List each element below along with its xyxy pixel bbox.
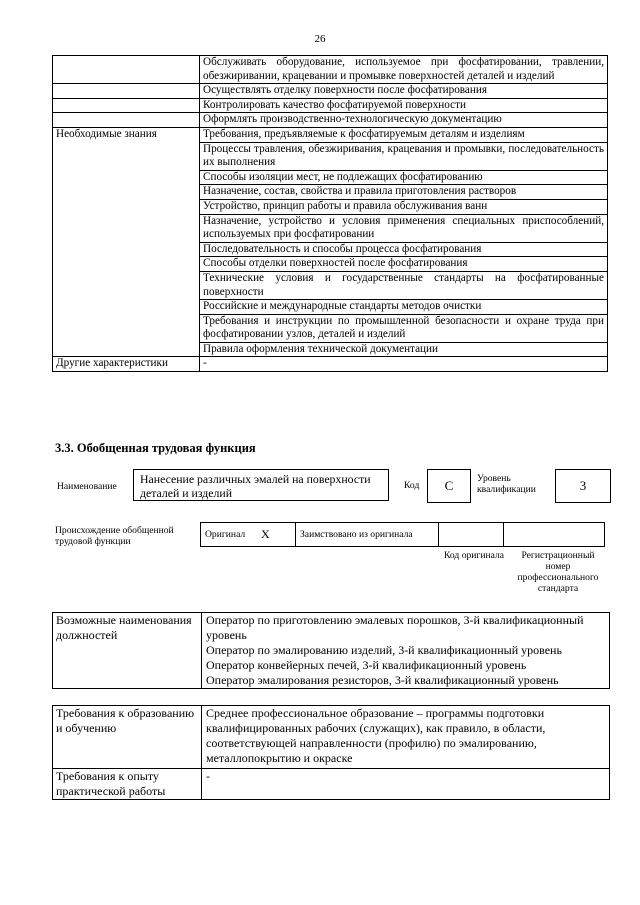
education-label: Требования к образованию и обучению: [53, 706, 202, 769]
original-label: Оригинал: [201, 523, 258, 547]
code-value: C: [427, 469, 471, 503]
table-row: [53, 613, 610, 689]
reg-number-cell: [504, 523, 605, 547]
skill-item: Контролировать качество фосфатируемой поверхности: [200, 98, 608, 113]
position-item: Оператор по приготовлению эмалевых порошков, 3-й квалификационный уровень: [206, 613, 584, 642]
page-number: 26: [314, 33, 326, 45]
skill-item: Осуществлять отделку поверхности после фосфатирования: [200, 84, 608, 99]
table-row: [201, 523, 605, 547]
skill-item: Оформлять производственно-технологическую документацию: [200, 113, 608, 128]
knowledge-item: Способы отделки поверхностей после фосфатирования: [200, 257, 608, 272]
code-original-label: Код оригинала: [443, 550, 505, 561]
table-row: [53, 769, 610, 800]
skills-knowledge-table: [52, 55, 608, 372]
knowledge-item: Процессы травления, обезжиривания, крацевания и промывки, последовательность их выполнения: [200, 142, 608, 170]
level-label: Уровень квалификации: [477, 473, 536, 495]
origin-label: Происхождение обобщенной трудовой функции: [55, 525, 174, 547]
borrowed-label: Заимствовано из оригинала: [296, 523, 439, 547]
code-label: Код: [404, 480, 420, 491]
knowledge-item: Способы изоляции мест, не подлежащих фосфатированию: [200, 170, 608, 185]
table-row: [53, 706, 610, 769]
positions-label: Возможные наименования должностей: [53, 613, 202, 689]
knowledge-item: Назначение, состав, свойства и правила приготовления растворов: [200, 185, 608, 200]
origin-table: [200, 522, 605, 547]
position-item: Оператор конвейерных печей, 3-й квалификационный уровень: [206, 658, 527, 672]
code-original-cell: [439, 523, 504, 547]
knowledge-item: Последовательность и способы процесса фосфатирования: [200, 242, 608, 257]
skill-item: Обслуживать оборудование, используемое при фосфатировании, травлении, обезжиривании, крацевании и промывке поверхностей деталей и изделий: [200, 56, 608, 84]
name-value: Нанесение различных эмалей на поверхности деталей и изделий: [133, 469, 389, 501]
knowledge-item: Российские и международные стандарты методов очистки: [200, 300, 608, 315]
table-row: [53, 127, 608, 142]
experience-label: Требования к опыту практической работы: [53, 769, 202, 800]
position-item: Оператор эмалирования резисторов, 3-й квалификационный уровень: [206, 673, 559, 687]
table-row: [53, 113, 608, 128]
empty-cell: [53, 98, 200, 113]
knowledge-item: Назначение, устройство и условия применения специальных приспособлений, используемых при фосфатировании: [200, 214, 608, 242]
requirements-table: [52, 705, 610, 800]
knowledge-item: Технические условия и государственные стандарты на фосфатированные поверхности: [200, 271, 608, 299]
empty-cell: [53, 56, 200, 84]
education-value: Среднее профессиональное образование – программы подготовки квалифицированных рабочих (служащих), как правило, в области, соответствующей направленности (профилю) по эмалированию, металлопокрытию и окраске: [202, 706, 610, 769]
name-label: Наименование: [57, 481, 117, 492]
position-item: Оператор по эмалированию изделий, 3-й квалификационный уровень: [206, 643, 562, 657]
knowledge-label: Необходимые знания: [53, 127, 200, 357]
empty-cell: [53, 113, 200, 128]
knowledge-item: Правила оформления технической документации: [200, 342, 608, 357]
original-mark: X: [257, 523, 296, 547]
table-row: [53, 357, 608, 372]
level-value: 3: [555, 469, 611, 503]
other-characteristics-value: -: [200, 357, 608, 372]
knowledge-item: Устройство, принцип работы и правила обслуживания ванн: [200, 199, 608, 214]
table-row: [53, 56, 608, 84]
knowledge-item: Требования и инструкции по промышленной безопасности и охране труда при фосфатировании узлов, деталей и изделий: [200, 314, 608, 342]
table-row: [53, 84, 608, 99]
table-row: [53, 98, 608, 113]
knowledge-item: Требования, предъявляемые к фосфатируемым деталям и изделиям: [200, 127, 608, 142]
reg-number-label: Регистрационный номер профессионального стандарта: [517, 550, 599, 594]
positions-list: [202, 613, 610, 689]
section-heading: 3.3. Обобщенная трудовая функция: [55, 441, 256, 455]
experience-value: -: [202, 769, 610, 800]
other-characteristics-label: Другие характеристики: [53, 357, 200, 372]
empty-cell: [53, 84, 200, 99]
positions-table: [52, 612, 610, 689]
